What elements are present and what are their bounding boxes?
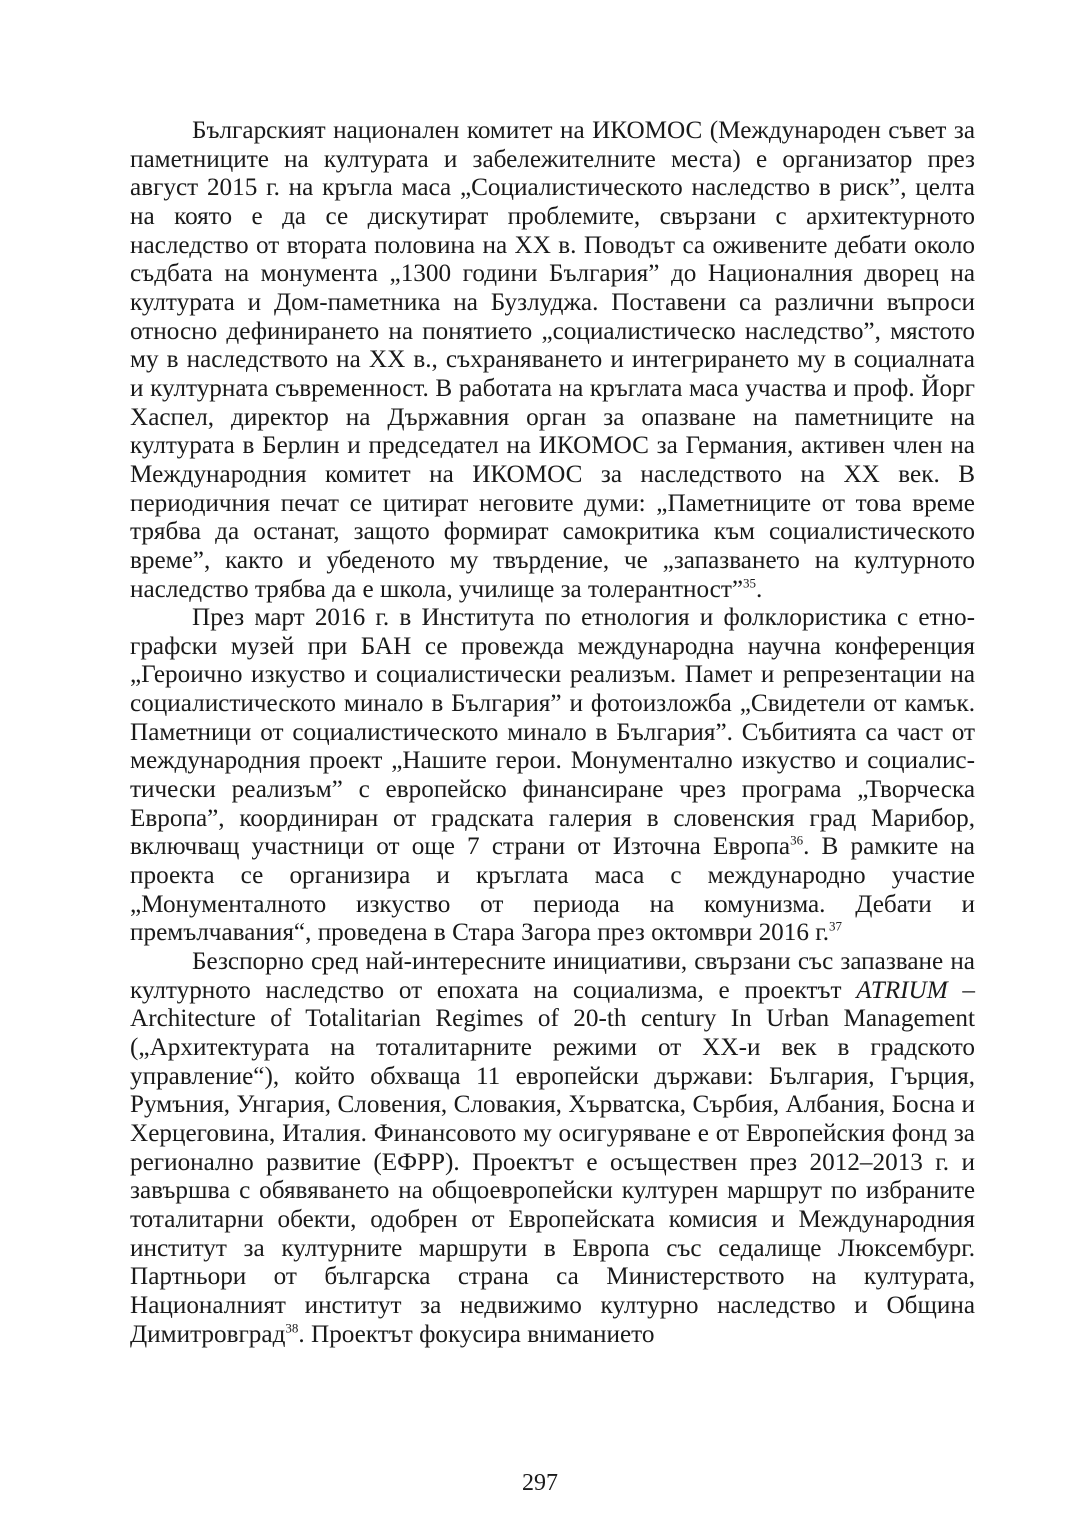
footnote-ref-36: 36 <box>790 833 804 849</box>
footnote-ref-37: 37 <box>829 918 843 934</box>
paragraph-2-text-2: . В рамките на проекта се организира и кръглата маса с международно участие „Монументалното изкуство от периода на комунизма. Дебати и премълчавания“, проведена в Стара Загора през октомври 2016 г. <box>130 833 975 947</box>
footnote-ref-35: 35 <box>743 575 757 591</box>
paragraph-2 <box>130 604 975 948</box>
page-number: 297 <box>522 1470 558 1496</box>
paragraph-3-text-3: . Проектът фокусира вниманието <box>298 1320 655 1348</box>
paragraph-1-text-1: Българският национален комитет на ИКОМОС (Международен съвет за паметниците на културата и забележителните места) е организатор през август 2015 г. на кръгла маса „Социалистическото наследство в риск”, целта на която е да се дискутират проблемите, свързани с архитектурното наследство от втората половина на ХХ в. Поводът са оживените дебати около съдбата на монумента „1300 години България” до Националния дворец на културата и Дом-паметника на Бузлуджа. Поставени са различни въпроси относно дефинирането на понятието „социалистическо наследство”, мястото му в наследството на ХХ в., съхраняването и интегрирането му в социалната и културната съвременност. В работата на кръглата маса участва и проф. Йорг Хаспел, директор на Държавния орган за опазване на паметниците на културата в Берлин и председател на ИКОМОС за Германия, активен член на Международния комитет на ИКОМОС за наследството на ХХ век. В периодичния печат се цитират неговите думи: „Паметниците от това време трябва да останат, защото формират самокритика към социалистическото време”, както и убеденото му твърдение, че „запазването на културното наследство трябва да е школа, училище за толерантност” <box>130 117 975 603</box>
project-name-atrium: ATRIUM <box>856 976 948 1004</box>
footnote-ref-38: 38 <box>285 1320 299 1336</box>
paragraph-1 <box>130 117 975 604</box>
paragraph-2-text-1: През март 2016 г. в Института по етнология и фолклористика с етнографски музей при БАН се провежда международна научна конференция „Героично изкуство и социалистически реализъм. Памет и репрезентации на социалистическото минало в България” и фотоизложба „Свидетели от камък. Паметници от социалистическото минало в България”. Събитията са част от международния проект „Нашите герои. Монументално изкуство и социалистически реализъм” с европейско финансиране чрез програма „Творческа Европа”, координиран от градската галерия в словенския град Марибор, включващ участници от още 7 страни от Източна Европа <box>130 604 975 861</box>
paragraph-1-text-2: . <box>756 575 763 603</box>
page-body <box>130 117 975 1349</box>
paragraph-3 <box>130 948 975 1349</box>
paragraph-3-text-1: Безспорно сред най-интересните инициативи, свързани със запазване на културното наследство от епохата на социализма, е проектът <box>130 948 975 1004</box>
paragraph-3-text-2: – Architecture of Totalitarian Regimes of 20-th century In Urban Management („Архитектурата на тоталитарните режими от ХХ-и век в градското управление“), който обхваща 11 европейски държави: България, Гърция, Румъния, Унгария, Словения, Словакия, Хърватска, Сърбия, Албания, Босна и Херцеговина, Италия. Финансовото му осигуряване е от Европейския фонд за регионално развитие (ЕФРР). Проектът е осъществен през 2012–2013 г. и завършва с обявяването на общоевропейски културен маршрут по избраните тоталитарни обекти, одобрен от Европейската комисия и Международния институт за културните маршрути в Европа със седалище Люксембург. Партньори от българска страна са Министерството на културата, Националният институт за недвижимо културно наследство и Община Димитровград <box>130 976 976 1348</box>
